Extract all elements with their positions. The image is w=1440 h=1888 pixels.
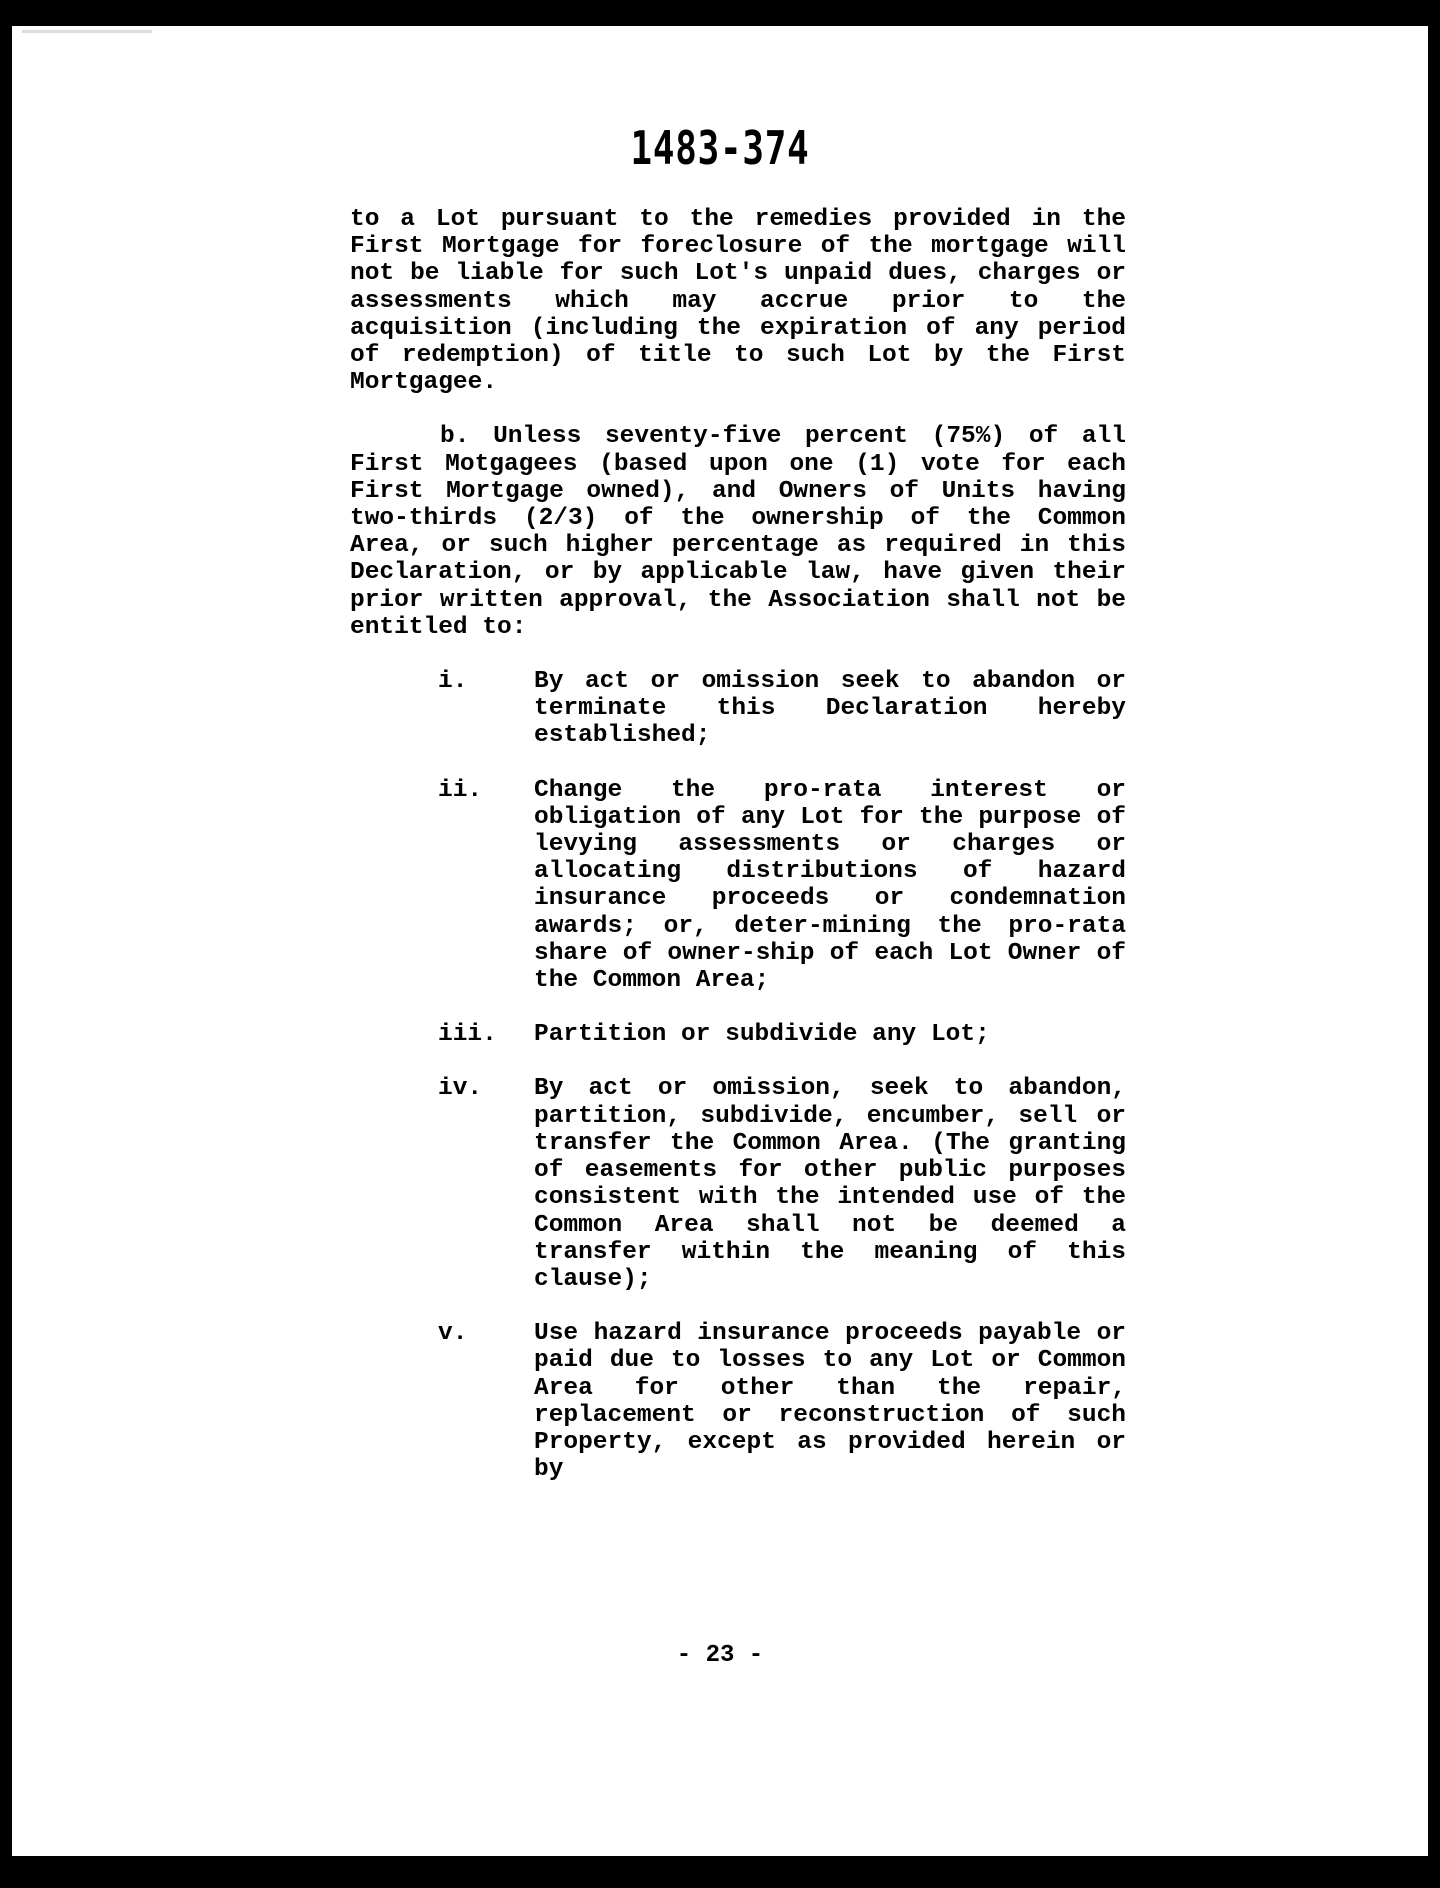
list-item [350, 1075, 1126, 1293]
list-item-text: By act or omission seek to abandon or terminate this Declaration hereby established; [534, 668, 1126, 750]
page-number: - 23 - [676, 1642, 764, 1669]
list-item-text: Use hazard insurance proceeds payable or paid due to losses to any Lot or Common Area for other than the repair, replacement or reconstruction of such Property, except as provided herein or by [534, 1320, 1126, 1484]
list-item-text: Partition or subdivide any Lot; [534, 1021, 990, 1049]
list-item-number: iii. [438, 1021, 497, 1049]
list-item-number: i. [438, 668, 468, 696]
document-page [12, 26, 1428, 1856]
document-body [350, 206, 1126, 1510]
paragraph-b: b. Unless seventy-five percent (75%) of all First Motgagees (based upon one (1) vote for each First Mortgage owned), and Owners of Units having two-thirds (2/3) of the ownership of the Common Area, or such higher percentage as required in this Declaration, or by applicable law, have given their prior written approval, the Association shall not be entitled to: [350, 423, 1126, 641]
list-item-text: By act or omission, seek to abandon, partition, subdivide, encumber, sell or transfer the Common Area. (The granting of easements for other public purposes consistent with the intended use of the Common Area shall not be deemed a transfer within the meaning of this clause); [534, 1075, 1126, 1293]
list-item [350, 1021, 1126, 1048]
scan-artifact [22, 30, 152, 33]
paragraph-continued: to a Lot pursuant to the remedies provided in the First Mortgage for foreclosure of the mortgage will not be liable for such Lot's unpaid dues, charges or assessments which may accrue prior to the acquisition (including the expiration of any period of redemption) of title to such Lot by the First Mortgagee. [350, 206, 1126, 397]
list-item-number: v. [438, 1320, 468, 1348]
list-item [350, 1320, 1126, 1483]
list-item-number: ii. [438, 776, 483, 804]
list-item [350, 668, 1126, 750]
list-item [350, 777, 1126, 995]
document-number: 1483-374 [630, 121, 810, 175]
list-item-number: iv. [438, 1075, 483, 1103]
list-item-text: Change the pro-rata interest or obligation of any Lot for the purpose of levying assessments or charges or allocating distributions of hazard insurance proceeds or condemnation awards; or, deter-mining the pro-rata share of owner-ship of each Lot Owner of the Common Area; [534, 776, 1126, 995]
